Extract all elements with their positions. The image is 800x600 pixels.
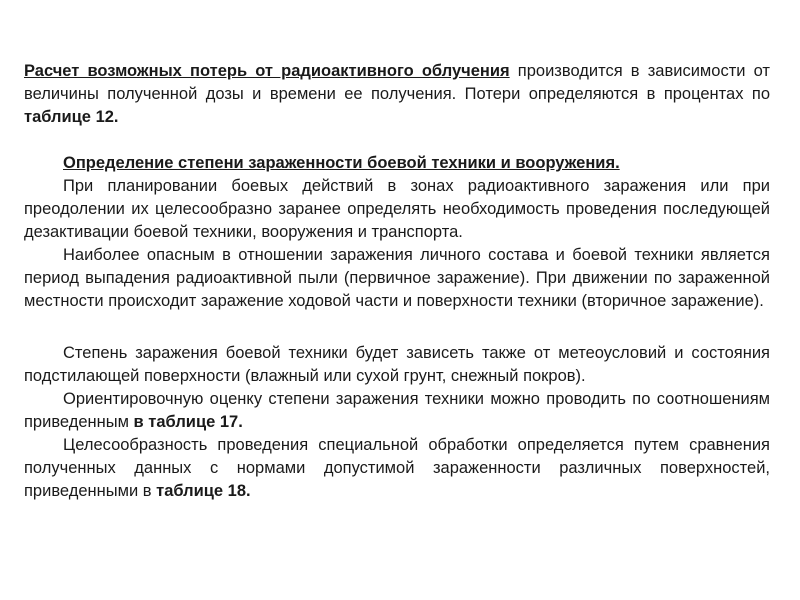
intro-table-reference: таблице 12. — [24, 108, 119, 126]
spacer — [24, 129, 770, 152]
intro-lead-heading: Расчет возможных потерь от радиоактивного облучения — [24, 62, 510, 80]
table-18-reference: таблице 18. — [156, 482, 251, 500]
paragraph-weather-conditions: Степень заражения боевой техники будет зависеть также от метеоусловий и состояния подстилающей поверхности (влажный или сухой грунт, снежный покров). — [24, 344, 770, 385]
paragraph-estimate-table-17 — [24, 388, 770, 434]
intro-text: производится в зависимости от величины полученной дозы и времени ее получения. Потери определяются в процентах по — [24, 62, 770, 103]
section-paragraph-planning: При планировании боевых действий в зонах радиоактивного заражения или при преодолении их целесообразно заранее определять необходимость проведения последующей дезактивации боевой техники, вооружения и транспорта. — [24, 177, 770, 241]
intro-paragraph — [24, 60, 770, 129]
section-heading: Определение степени зараженности боевой техники и вооружения. — [63, 154, 620, 172]
spacer — [24, 313, 770, 342]
paragraph-estimate-text: Ориентировочную оценку степени заражения техники можно проводить по соотношениям приведенным — [24, 390, 770, 431]
document-body — [24, 60, 770, 503]
paragraph-treatment-text: Целесообразность проведения специальной обработки определяется путем сравнения полученных данных с нормами допустимой зараженности различных поверхностей, приведенными в — [24, 436, 770, 500]
section-paragraph-hazard: Наиболее опасным в отношении заражения личного состава и боевой техники является период выпадения радиоактивной пыли (первичное заражение). При движении по зараженной местности происходит заражение ходовой части и поверхности техники (вторичное заражение). — [24, 246, 770, 310]
paragraph-treatment-table-18 — [24, 434, 770, 503]
table-17-reference: в таблице 17. — [133, 413, 243, 431]
